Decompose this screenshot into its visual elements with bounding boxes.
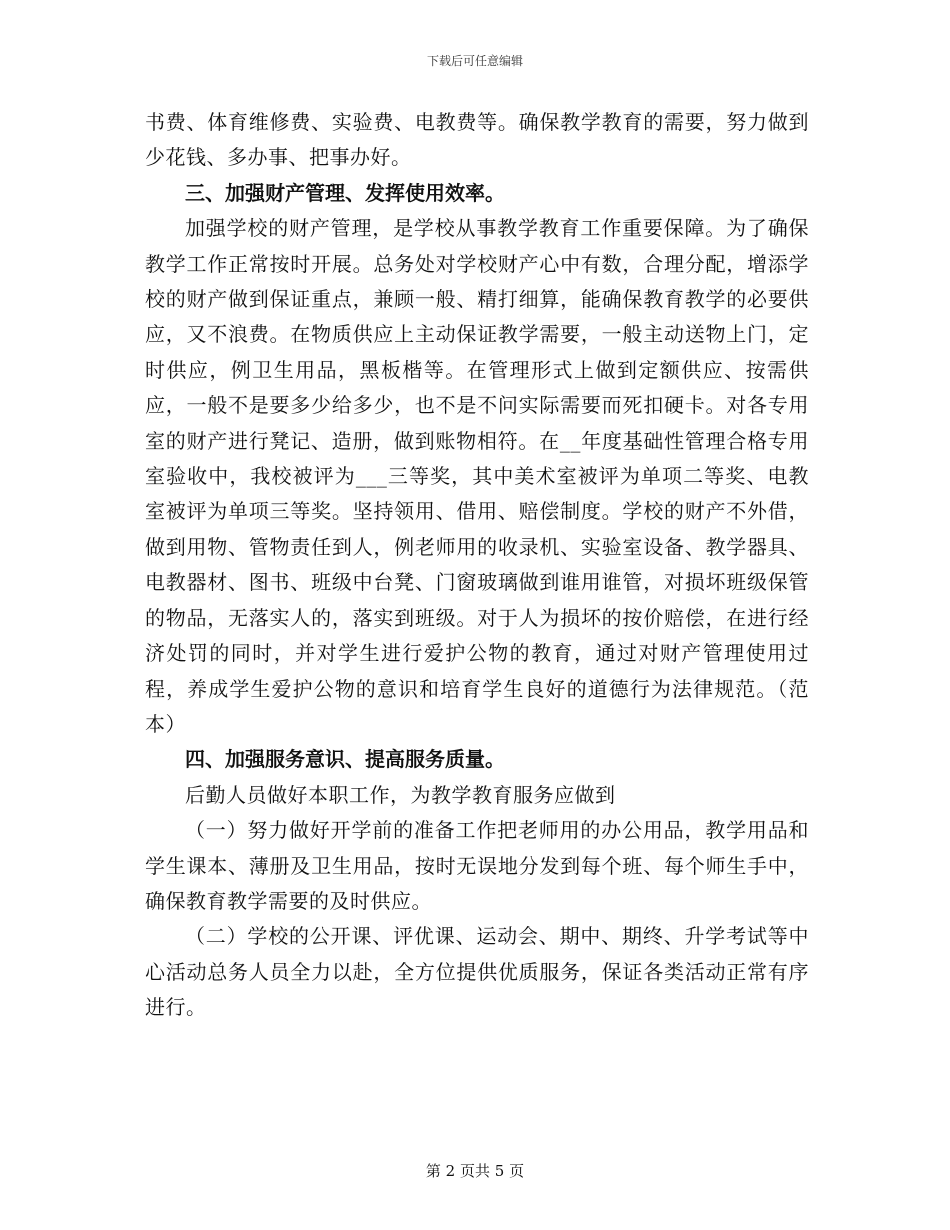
section-heading-3: 三、加强财产管理、发挥使用效率。 [185, 180, 505, 205]
document-body [145, 105, 809, 1026]
page-number: 第 2 页共 5 页 [425, 1162, 525, 1180]
paragraph-item-1: （一）努力做好开学前的准备工作把老师用的办公用品，教学用品和学生课本、薄册及卫生用品，按时无误地分发到每个班、每个师生手中，确保教育教学需要的及时供应。 [145, 818, 809, 913]
page-header: 下载后可任意编辑 [426, 54, 523, 68]
paragraph-property-management: 加强学校的财产管理，是学校从事教学教育工作重要保障。为了确保教学工作正常按时开展。总务处对学校财产心中有数，合理分配，增添学校的财产做到保证重点，兼顾一般、精打细算，能确保教育教学的必要供应，又不浪费。在物质供应上主动保证教学需要，一般主动送物上门，定时供应，例卫生用品，黑板楷等。在管理形式上做到定额供应、按需供应，一般不是要多少给多少，也不是不问实际需要而死扣硬卡。对各专用室的财产进行凳记、造册，做到账物相符。在__年度基础性管理合格专用室验收中，我校被评为___三等奖，其中美术室被评为单项二等奖、电教室被评为单项三等奖。坚持领用、借用、赔偿制度。学校的财产不外借，做到用物、管物责任到人，例老师用的收录机、实验室设备、教学器具、电教器材、图书、班级中台凳、门窗玻璃做到谁用谁管，对损坏班级保管的物品，无落实人的，落实到班级。对于人为损坏的按价赔偿，在进行经济处罚的同时，并对学生进行爱护公物的教育，通过对财产管理使用过程，养成学生爱护公物的意识和培育学生良好的道德行为法律规范。（范本） [145, 216, 809, 736]
section-heading-4: 四、加强服务意识、提高服务质量。 [185, 747, 505, 772]
paragraph-service-intro: 后勤人员做好本职工作，为教学教育服务应做到 [185, 782, 616, 807]
paragraph-item-2: （二）学校的公开课、评优课、运动会、期中、期终、升学考试等中心活动总务人员全力以赴，全方位提供优质服务，保证各类活动正常有序进行。 [145, 924, 809, 1020]
paragraph-continued: 书费、体育维修费、实验费、电教费等。确保教学教育的需要，努力做到少花钱、多办事、把事办好。 [145, 110, 809, 170]
